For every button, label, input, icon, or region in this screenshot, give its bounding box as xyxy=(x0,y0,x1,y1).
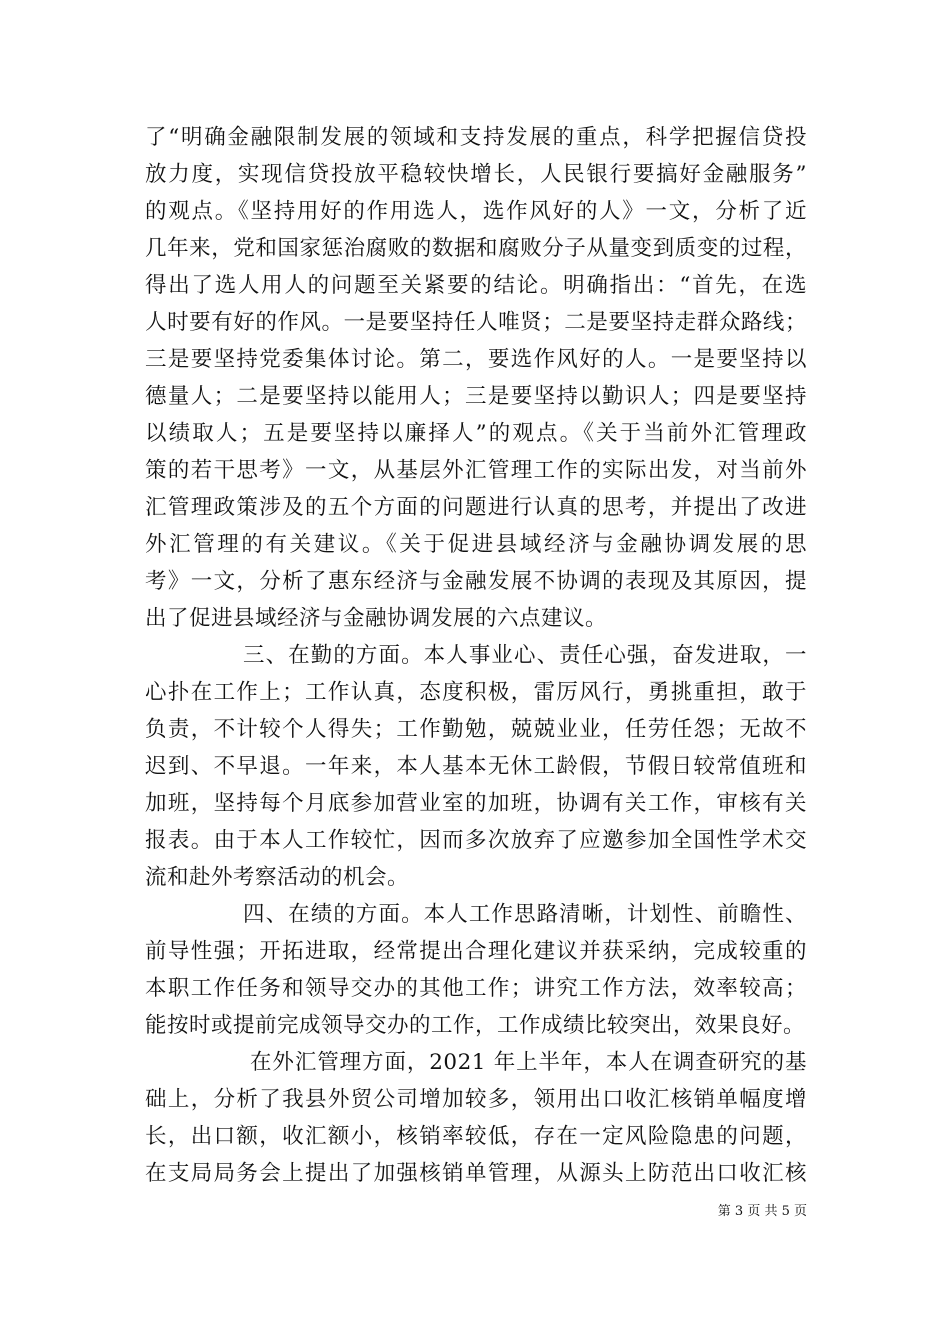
text-line: 加班，坚持每个月底参加营业室的加班，协调有关工作，审核有关 xyxy=(145,791,807,816)
text-line: 三是要坚持党委集体讨论。第二，要选作风好的人。一是要坚持以 xyxy=(145,347,807,372)
text-line: 德量人；二是要坚持以能用人；三是要坚持以勤识人；四是要坚持 xyxy=(145,384,807,409)
text-line: 心扑在工作上；工作认真，态度积极，雷厉风行，勇挑重担，敢于 xyxy=(145,680,807,705)
text-line: 几年来，党和国家惩治腐败的数据和腐败分子从量变到质变的过程， xyxy=(145,236,807,261)
text-line: 出了促进县域经济与金融协调发展的六点建议。 xyxy=(145,606,608,631)
text-line: 的观点。《坚持用好的作用选人，选作风好的人》一文，分析了近 xyxy=(145,199,807,224)
paragraph-start-line: 在外汇管理方面，2021 年上半年，本人在调查研究的基 xyxy=(250,1050,807,1075)
text-line: 能按时或提前完成领导交办的工作，工作成绩比较突出，效果良好。 xyxy=(145,1013,806,1038)
text-line: 汇管理政策涉及的五个方面的问题进行认真的思考，并提出了改进 xyxy=(145,495,807,520)
text-line: 迟到、不早退。一年来，本人基本无休工龄假，节假日较常值班和 xyxy=(145,754,807,779)
text-line: 在支局局务会上提出了加强核销单管理，从源头上防范出口收汇核 xyxy=(145,1161,807,1186)
text-line: 人时要有好的作风。一是要坚持任人唯贤；二是要坚持走群众路线； xyxy=(145,310,807,335)
text-line: 础上，分析了我县外贸公司增加较多，领用出口收汇核销单幅度增 xyxy=(145,1087,807,1112)
text-line: 了“明确金融限制发展的领域和支持发展的重点，科学把握信贷投 xyxy=(145,125,807,150)
text-line: 得出了选人用人的问题至关紧要的结论。明确指出：“首先，在选 xyxy=(145,273,807,298)
text-line: 放力度，实现信贷投放平稳较快增长，人民银行要搞好金融服务” xyxy=(145,162,807,187)
text-line: 长，出口额，收汇额小，核销率较低，存在一定风险隐患的问题， xyxy=(145,1124,807,1149)
page-number-footer: 第 3 页 共 5 页 xyxy=(717,1204,807,1219)
text-line: 以绩取人；五是要坚持以廉择人”的观点。《关于当前外汇管理政 xyxy=(145,421,807,446)
text-line: 外汇管理的有关建议。《关于促进县域经济与金融协调发展的思 xyxy=(145,532,807,557)
text-line: 报表。由于本人工作较忙，因而多次放弃了应邀参加全国性学术交 xyxy=(145,828,807,853)
text-line: 流和赴外考察活动的机会。 xyxy=(145,865,410,890)
text-line: 策的若干思考》一文，从基层外汇管理工作的实际出发，对当前外 xyxy=(145,458,807,483)
text-line: 考》一文，分析了惠东经济与金融发展不协调的表现及其原因，提 xyxy=(145,569,807,594)
section-heading-line: 三、在勤的方面。本人事业心、责任心强，奋发进取，一 xyxy=(243,643,807,668)
text-line: 前导性强；开拓进取，经常提出合理化建议并获采纳，完成较重的 xyxy=(145,939,807,964)
text-line: 负责，不计较个人得失；工作勤勉，兢兢业业，任劳任怨；无故不 xyxy=(145,717,807,742)
section-heading-line: 四、在绩的方面。本人工作思路清晰，计划性、前瞻性、 xyxy=(243,902,807,927)
text-line: 本职工作任务和领导交办的其他工作；讲究工作方法，效率较高； xyxy=(145,976,807,1001)
